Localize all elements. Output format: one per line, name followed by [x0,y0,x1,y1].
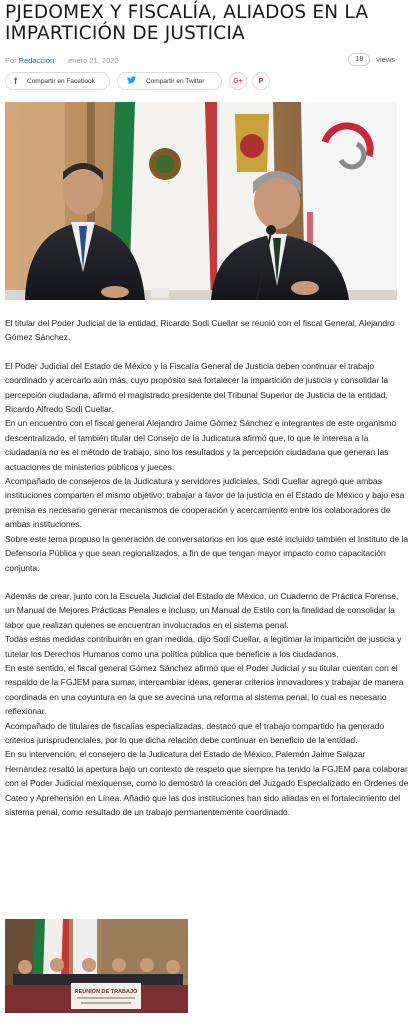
article-main-photo [5,102,397,300]
paragraph: El Poder Judicial del Estado de México y la Fiscalía General de Justicia deben continuar el trabajo coordinado y acercarlo aún más, cuyo propósito sea fortalecer la impartición de justicia y consolidar la percepción ciudadana, afirmó el magistrado presidente del Tribunal Superior de Justicia de la entidad, Ricardo Alfredo Sodi Cuellar. [5,360,389,415]
views-counter [348,53,395,66]
paragraph: Sobre este tema propuso la generación de conversatorios en los que esté incluido también el Instituto de la Defensoría Pública y que sean regionalizados, a fin de que tengan mayor impacto como capacitación conjunta. [5,533,409,573]
twitter-icon [127,76,136,86]
article-body [5,316,409,819]
share-twitter-label: Compartir en Twitter [146,77,205,85]
pinterest-icon: P [258,77,264,85]
paragraph: Todas estas medidas contribuirán en gran medida, dijo Sodi Cuellar, a legitimar la impartición de justicia y tutelar los Derechos Humanos como una política pública que beneficie a los ciudadanos. [5,634,402,659]
article-meta [5,53,409,67]
share-twitter-button[interactable] [117,72,222,90]
article-title: PJEDOMEX Y FISCALÍA, ALIADOS EN LA IMPARTICIÓN DE JUSTICIA [5,2,369,44]
article-date: enero 21, 2020 [68,55,119,65]
paragraph: En su intervención, el consejero de la Judicatura del Estado de México, Palemón Jaime Salazar Hernández resaltó la apertura bajo un contexto de respeto que siempre ha tenido la FGJEM para colaborar con el Poder Judicial mexiquense, como lo demostró la creación del Juzgado Especializado en Órdenes de Cateo y Aprehensión en Línea. Añadió que las dos instituciones han sido aliadas en el fortalecimiento del sistema penal, como resultado de un trabajo permanentemente coordinado. [5,749,409,817]
paragraph: Acompañado de titulares de fiscalías especializadas, destacó que el trabajo compartido ha generado criterios jurisprudenciales, por lo que dicha relación debe continuar en beneficio de la entidad. [5,720,385,745]
paragraph: En este sentido, el fiscal general Gómez Sánchez afirmó que el Poder Judicial y su titular cuentan con el respaldo de la FGJEM para sumar, intercambiar ideas, generar criterios innovadores y trabajar de manera coordinada en una coyuntura en la que se avecina una reforma al sistema penal, lo cual es necesario reflexionar. [5,662,404,717]
share-googleplus-button[interactable] [229,72,247,90]
paragraph: Además de crear, junto con la Escuela Judicial del Estado de México, un Cuaderno de Práctica Forense, un Manual de Mejores Prácticas Penales e incluso, un Manual de Estilo con la finalidad de consolidar la labor que realizan quienes se encuentran involucrados en el sistema penal. [5,590,399,630]
share-bar [5,72,275,90]
share-pinterest-button[interactable] [252,72,270,90]
views-label: views [376,55,395,64]
share-facebook-button[interactable] [5,72,110,90]
article-secondary-photo [5,919,188,1013]
paragraph: Acompañado de consejeros de la Judicatura y servidores judiciales, Sodi Cuellar agregó que ambas instituciones comparten el mismo objetivo: trabajar a favor de la justicia en el Estado de México y bajo esa premisa es necesario generar mecanismos de cooperación y acercamiento entre los colaboradores de ambas instituciones. [5,476,405,530]
photo2-banner-text: REUNIÓN DE TRABAJO [74,989,138,995]
author-link[interactable]: Redacción [18,55,55,65]
by-label: Por [5,55,17,65]
share-facebook-label: Compartir en Facebook [27,77,95,85]
googleplus-icon: G+ [233,77,243,85]
paragraph: En un encuentro con el fiscal general Alejandro Jaime Gómez Sánchez e integrantes de este organismo descentralizado, el también titular del Consejo de la Judicatura afirmó que, lo que le interesa a la ciudadanía no es el método de trabajo, sino los resultados y la percepción ciudadana que generan las actuaciones de ministerios públicos y jueces. [5,418,397,472]
views-count: 18 [348,53,370,66]
paragraph: El titular del Poder Judicial de la entidad, Ricardo Sodi Cuellar se reunió con el fiscal General, Alejandro Gómez Sánchez. [5,318,395,343]
facebook-icon: f [14,76,17,86]
